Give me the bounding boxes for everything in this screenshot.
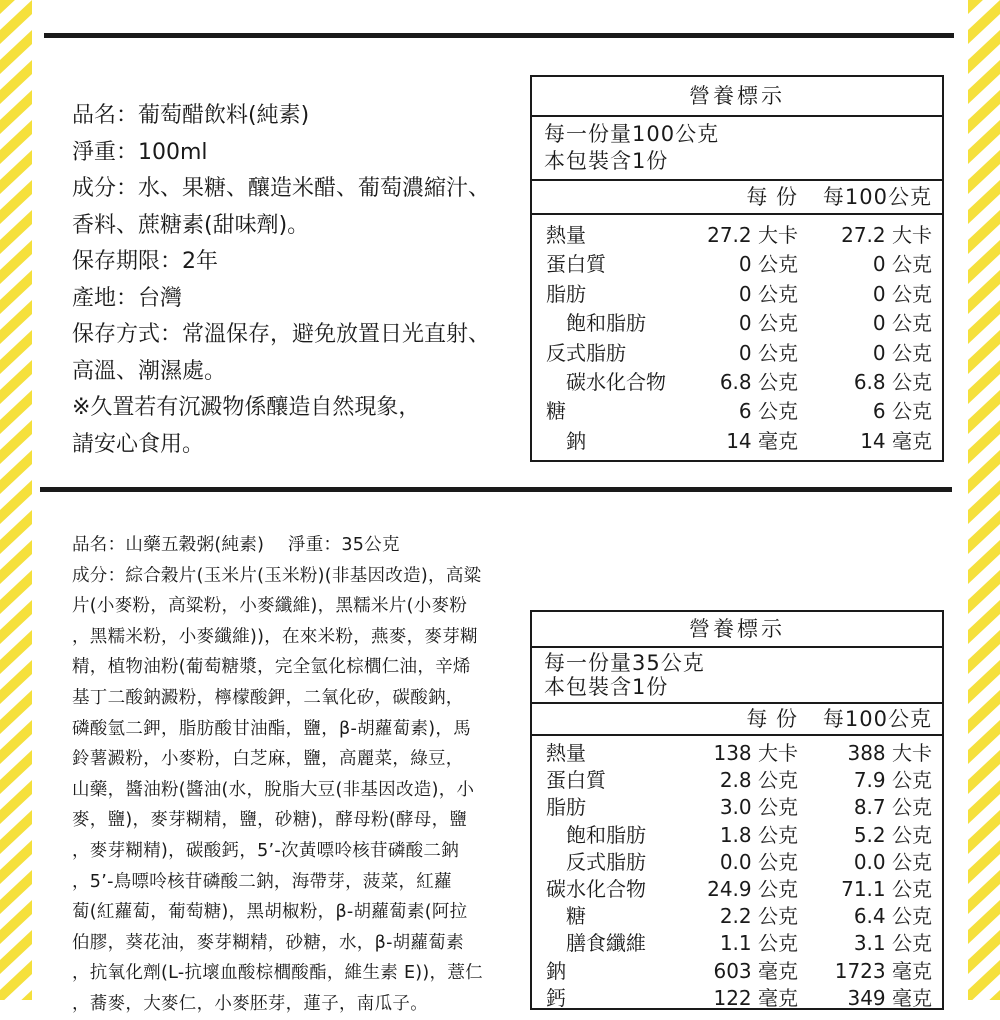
product2-ingredients-line: 麥，鹽)，麥芽糊精，鹽，砂糖)，酵母粉(酵母，鹽 [72,810,468,831]
serving-size: 每一份量35公克 [544,651,705,675]
per-100g-value: 3.1 公克 [853,931,932,956]
product2-ingredients-line: 蔔(紅蘿蔔，葡萄糖)，黑胡椒粉，β-胡蘿蔔素(阿拉 [72,902,468,923]
per-100g-value: 7.9 公克 [853,768,932,793]
serving-info [532,648,942,704]
right-stripe-pattern [968,0,1000,1000]
nutrition-title: 營養標示 [532,77,942,117]
nutrition-row [532,368,942,397]
product1-note-line: 請安心食用。 [72,431,205,457]
product2-ingredients-line: 山藥，醬油粉(醬油(水，脫脂大豆(非基因改造)，小 [72,779,475,800]
nutrient-name: 脂肪 [546,795,586,820]
nutrition-row [532,958,942,985]
product2-ingredients-line: 鈴薯澱粉，小麥粉，白芝麻，鹽，高麗菜，綠豆， [72,749,464,770]
per-serving-value: 0 公克 [738,281,798,306]
product2-ingredients-line: ，蕎麥，大麥仁，小麥胚芽，蓮子，南瓜子。 [72,993,428,1014]
nutrition-row [532,985,942,1010]
per-serving-value: 6.8 公克 [719,369,798,394]
nutrient-name: 飽和脂肪 [566,822,646,847]
nutrition-row [532,767,942,794]
product1-ingredients-line: 成分：水、果糖、釀造米醋、葡萄濃縮汁、 [72,176,491,201]
nutrition-row [532,339,942,368]
product1-storage-line: 保存方式：常溫保存，避免放置日光直射、 [72,322,491,347]
per-100g-value: 6.8 公克 [853,369,932,394]
nutrition-row [532,876,942,903]
nutrition-row [532,930,942,957]
per-serving-value: 0 公克 [738,252,798,277]
nutrient-name: 鈉 [566,428,586,453]
per-serving-value: 2.2 公克 [719,904,798,929]
per-serving-value: 1.8 公克 [719,822,798,847]
product2-ingredients-line: ，黑糯米粉，小麥纖維))，在來米粉，燕麥，麥芽糊 [72,626,478,647]
per-100g-value: 71.1 公克 [841,876,932,901]
nutrient-name: 蛋白質 [546,768,606,793]
per-serving-value: 24.9 公克 [707,876,798,901]
nutrient-name: 膳食纖維 [566,931,646,956]
per-100g-value: 6 公克 [872,399,932,424]
serving-info [532,117,942,181]
nutrient-name: 糖 [546,399,566,424]
per-serving-value: 1.1 公克 [719,931,798,956]
product1-storage-line: 高溫、潮濕處。 [72,358,227,384]
column-per-serving: 每 份 [746,707,798,731]
per-100g-value: 27.2 大卡 [841,223,932,247]
nutrient-name: 鈣 [546,985,566,1010]
nutrition-row [532,221,942,250]
nutrition-row [532,794,942,821]
per-100g-value: 388 大卡 [847,741,932,765]
nutrient-name: 糖 [566,904,586,929]
nutrition-row [532,397,942,426]
product1-origin-line: 產地：台灣 [72,285,183,311]
nutrition-row [532,427,942,456]
product1-weight-line: 淨重：100ml [72,139,208,165]
nutrient-name: 反式脂肪 [546,340,626,365]
product2-ingredients-line: 精，植物油粉(葡萄糖漿，完全氫化棕櫚仁油，辛烯 [72,657,471,678]
column-per-100g: 每100公克 [822,185,932,209]
nutrition-row [532,280,942,309]
per-serving-value: 138 大卡 [713,741,798,765]
column-per-100g: 每100公克 [822,707,932,731]
nutrient-name: 熱量 [546,223,586,247]
left-stripe-pattern [0,0,32,1000]
per-serving-value: 603 毫克 [713,958,798,983]
product2-ingredients-line: ，麥芽糊精)，碳酸鈣，5’-次黃嘌呤核苷磷酸二鈉 [72,840,460,861]
nutrient-name: 脂肪 [546,281,586,306]
serving-size: 每一份量100公克 [544,122,720,146]
column-header [532,704,942,736]
servings-per-package: 本包裝含1份 [544,675,669,699]
product1-ingredients-line: 香料、蔗糖素(甜味劑)。 [72,212,310,238]
product2-ingredients-line: 片(小麥粉，高粱粉，小麥纖維)，黑糯米片(小麥粉 [72,596,468,617]
per-serving-value: 3.0 公克 [719,795,798,820]
nutrient-name: 蛋白質 [546,252,606,277]
nutrition-row [532,903,942,930]
per-100g-value: 5.2 公克 [853,822,932,847]
servings-per-package: 本包裝含1份 [544,149,669,173]
per-100g-value: 0 公克 [872,340,932,365]
per-100g-value: 0.0 公克 [853,849,932,874]
product2-ingredients-line: 成分：綜合穀片(玉米片(玉米粉)(非基因改造)，高粱 [72,565,482,586]
column-per-serving: 每 份 [746,185,798,209]
per-100g-value: 14 毫克 [860,428,932,453]
per-serving-value: 122 毫克 [713,985,798,1010]
per-serving-value: 0 公克 [738,340,798,365]
product2-nutrition-table [530,610,944,1010]
column-header [532,181,942,215]
nutrient-name: 熱量 [546,741,586,765]
middle-divider [40,487,952,492]
product2-info [72,530,483,1020]
per-serving-value: 0.0 公克 [719,849,798,874]
nutrition-row [532,740,942,767]
per-serving-value: 6 公克 [738,399,798,424]
product2-ingredients-line: 基丁二酸鈉澱粉，檸檬酸鉀，二氧化矽，碳酸鈉， [72,687,464,708]
per-100g-value: 8.7 公克 [853,795,932,820]
per-serving-value: 27.2 大卡 [707,223,798,247]
nutrient-name: 飽和脂肪 [566,311,646,336]
nutrition-row [532,822,942,849]
product2-ingredients-line: ，抗氧化劑(L-抗壞血酸棕櫚酸酯，維生素 E))，薏仁 [72,963,483,984]
per-100g-value: 349 毫克 [847,985,932,1010]
product2-ingredients-line: ，5’-鳥嘌呤核苷磷酸二鈉，海帶芽，菠菜，紅蘿 [72,871,452,892]
product2-name-line: 品名：山藥五穀粥(純素) 淨重：35公克 [72,535,400,555]
nutrition-title: 營養標示 [532,612,942,648]
per-100g-value: 0 公克 [872,281,932,306]
per-100g-value: 0 公克 [872,311,932,336]
per-100g-value: 1723 毫克 [834,958,932,983]
per-serving-value: 0 公克 [738,311,798,336]
nutrient-name: 鈉 [546,958,566,983]
nutrition-row [532,309,942,338]
per-100g-value: 0 公克 [872,252,932,277]
nutrition-rows [532,736,942,1010]
top-divider [44,33,954,38]
product1-name-line: 品名：葡萄醋飲料(純素) [72,103,310,128]
nutrition-row [532,250,942,279]
per-100g-value: 6.4 公克 [853,904,932,929]
left-hazard-stripe [0,0,32,1000]
nutrition-row [532,849,942,876]
nutrient-name: 碳水化合物 [566,369,666,394]
product1-note-line: ※久置若有沉澱物係釀造自然現象， [72,395,421,420]
per-serving-value: 2.8 公克 [719,768,798,793]
per-serving-value: 14 毫克 [726,428,798,453]
product2-ingredients-line: 磷酸氫二鉀，脂肪酸甘油酯，鹽，β-胡蘿蔔素)，馬 [72,718,472,739]
right-hazard-stripe [968,0,1000,1000]
product1-shelf-life-line: 保存期限：2年 [72,249,218,274]
nutrient-name: 反式脂肪 [566,849,646,874]
product1-nutrition-table [530,75,944,462]
nutrient-name: 碳水化合物 [546,876,646,901]
product1-info [72,98,490,463]
nutrition-rows [532,215,942,456]
product2-ingredients-line: 伯膠，葵花油，麥芽糊精，砂糖，水，β-胡蘿蔔素 [72,932,464,953]
